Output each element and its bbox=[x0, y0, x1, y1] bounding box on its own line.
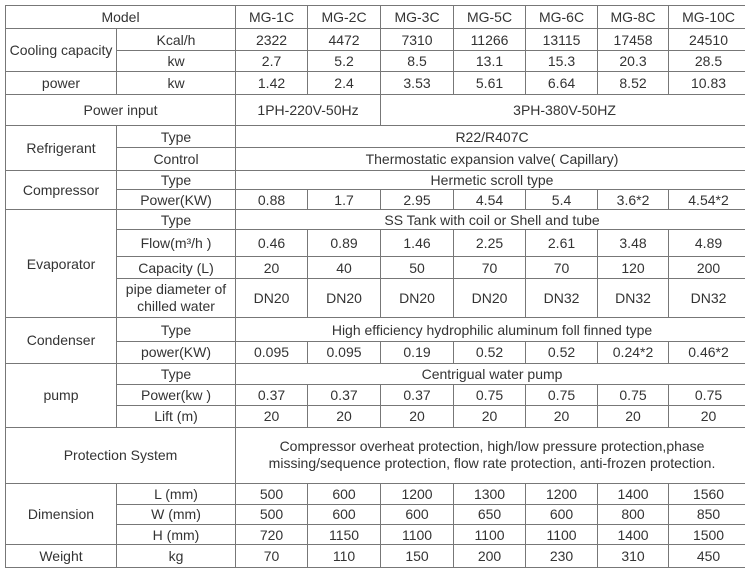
condenser-power-row bbox=[6, 342, 745, 363]
weight-label: Weight bbox=[6, 545, 117, 568]
model-name: MG-1C bbox=[236, 6, 308, 29]
refrigerant-control-row bbox=[6, 148, 745, 170]
cooling-kw-value: 5.2 bbox=[308, 50, 381, 71]
cooling-kcal-row bbox=[6, 29, 745, 50]
weight-value: 70 bbox=[236, 545, 308, 568]
condenser-type-value: High efficiency hydrophilic aluminum foll finned type bbox=[236, 317, 745, 341]
dimension-w-value: 600 bbox=[308, 504, 381, 524]
evaporator-pipe-value: DN20 bbox=[454, 279, 526, 318]
evaporator-pipe-label: pipe diameter of chilled water bbox=[117, 279, 236, 318]
compressor-type-row bbox=[6, 170, 745, 189]
evaporator-pipe-value: DN32 bbox=[598, 279, 669, 318]
pump-lift-value: 20 bbox=[526, 406, 598, 427]
protection-label: Protection System bbox=[6, 427, 236, 484]
power-value: 5.61 bbox=[454, 72, 526, 95]
weight-value: 200 bbox=[454, 545, 526, 568]
pump-lift-value: 20 bbox=[598, 406, 669, 427]
refrigerant-control-value: Thermostatic expansion valve( Capillary) bbox=[236, 148, 745, 170]
pump-lift-value: 20 bbox=[308, 406, 381, 427]
dimension-l-value: 1400 bbox=[598, 484, 669, 504]
evaporator-flow-label: Flow(m³/h ) bbox=[117, 230, 236, 256]
power-value: 3.53 bbox=[381, 72, 454, 95]
condenser-power-label: power(KW) bbox=[117, 342, 236, 363]
evaporator-pipe-value: DN20 bbox=[308, 279, 381, 318]
weight-value: 310 bbox=[598, 545, 669, 568]
cooling-kw-row bbox=[6, 50, 745, 71]
power-input-label: Power input bbox=[6, 95, 236, 125]
spec-table bbox=[5, 5, 745, 568]
compressor-power-value: 2.95 bbox=[381, 189, 454, 209]
evaporator-capacity-value: 50 bbox=[381, 256, 454, 278]
compressor-label: Compressor bbox=[6, 170, 117, 210]
dimension-l-value: 1200 bbox=[381, 484, 454, 504]
evaporator-flow-value: 2.61 bbox=[526, 230, 598, 256]
protection-row bbox=[6, 427, 745, 484]
weight-value: 110 bbox=[308, 545, 381, 568]
dimension-w-label: W (mm) bbox=[117, 504, 236, 524]
compressor-power-value: 4.54*2 bbox=[669, 189, 745, 209]
cooling-kcal-value: 17458 bbox=[598, 29, 669, 50]
dimension-l-value: 600 bbox=[308, 484, 381, 504]
evaporator-capacity-label: Capacity (L) bbox=[117, 256, 236, 278]
weight-value: 150 bbox=[381, 545, 454, 568]
condenser-label: Condenser bbox=[6, 317, 117, 363]
evaporator-capacity-value: 40 bbox=[308, 256, 381, 278]
evaporator-pipe-row bbox=[6, 279, 745, 318]
dimension-h-value: 1100 bbox=[526, 525, 598, 545]
compressor-power-value: 5.4 bbox=[526, 189, 598, 209]
cooling-kw-value: 8.5 bbox=[381, 50, 454, 71]
pump-power-value: 0.37 bbox=[308, 384, 381, 405]
pump-type-label: Type bbox=[117, 363, 236, 384]
power-value: 10.83 bbox=[669, 72, 745, 95]
condenser-power-value: 0.19 bbox=[381, 342, 454, 363]
condenser-power-value: 0.52 bbox=[526, 342, 598, 363]
weight-unit: kg bbox=[117, 545, 236, 568]
pump-lift-value: 20 bbox=[454, 406, 526, 427]
cooling-kcal-value: 13115 bbox=[526, 29, 598, 50]
dimension-l-value: 1300 bbox=[454, 484, 526, 504]
dimension-h-value: 1100 bbox=[381, 525, 454, 545]
cooling-kw-value: 28.5 bbox=[669, 50, 745, 71]
evaporator-capacity-value: 200 bbox=[669, 256, 745, 278]
pump-power-value: 0.75 bbox=[526, 384, 598, 405]
cooling-kw-value: 15.3 bbox=[526, 50, 598, 71]
evaporator-pipe-value: DN20 bbox=[381, 279, 454, 318]
cooling-kcal-value: 24510 bbox=[669, 29, 745, 50]
cooling-kw-value: 20.3 bbox=[598, 50, 669, 71]
power-input-three-phase: 3PH-380V-50HZ bbox=[381, 95, 745, 125]
pump-lift-row bbox=[6, 406, 745, 427]
evaporator-flow-value: 3.48 bbox=[598, 230, 669, 256]
pump-power-label: Power(kw ) bbox=[117, 384, 236, 405]
evaporator-capacity-value: 120 bbox=[598, 256, 669, 278]
compressor-type-label: Type bbox=[117, 170, 236, 189]
power-label: power bbox=[6, 72, 117, 95]
compressor-power-label: Power(KW) bbox=[117, 189, 236, 209]
cooling-capacity-label: Cooling capacity bbox=[6, 29, 117, 72]
evaporator-capacity-value: 70 bbox=[526, 256, 598, 278]
power-input-single-phase: 1PH-220V-50Hz bbox=[236, 95, 381, 125]
condenser-power-value: 0.46*2 bbox=[669, 342, 745, 363]
refrigerant-control-label: Control bbox=[117, 148, 236, 170]
pump-type-row bbox=[6, 363, 745, 384]
evaporator-flow-value: 1.46 bbox=[381, 230, 454, 256]
evaporator-type-value: SS Tank with coil or Shell and tube bbox=[236, 210, 745, 230]
cooling-kw-value: 2.7 bbox=[236, 50, 308, 71]
condenser-type-row bbox=[6, 317, 745, 341]
pump-power-value: 0.37 bbox=[381, 384, 454, 405]
power-row bbox=[6, 72, 745, 95]
protection-value: Compressor overheat protection, high/low pressure protection,phase missing/sequence protection, flow rate protection, anti-frozen protection. bbox=[236, 427, 745, 484]
header-row bbox=[6, 6, 745, 29]
model-header: Model bbox=[6, 6, 236, 29]
compressor-power-value: 4.54 bbox=[454, 189, 526, 209]
pump-lift-value: 20 bbox=[236, 406, 308, 427]
pump-power-value: 0.75 bbox=[669, 384, 745, 405]
evaporator-type-label: Type bbox=[117, 210, 236, 230]
pump-lift-value: 20 bbox=[669, 406, 745, 427]
pump-lift-label: Lift (m) bbox=[117, 406, 236, 427]
power-input-row bbox=[6, 95, 745, 125]
dimension-w-value: 800 bbox=[598, 504, 669, 524]
compressor-power-value: 3.6*2 bbox=[598, 189, 669, 209]
cooling-kcal-value: 11266 bbox=[454, 29, 526, 50]
compressor-power-value: 0.88 bbox=[236, 189, 308, 209]
evaporator-pipe-value: DN32 bbox=[526, 279, 598, 318]
evaporator-flow-value: 0.46 bbox=[236, 230, 308, 256]
evaporator-flow-value: 4.89 bbox=[669, 230, 745, 256]
evaporator-capacity-value: 20 bbox=[236, 256, 308, 278]
cooling-kcal-value: 4472 bbox=[308, 29, 381, 50]
model-name: MG-3C bbox=[381, 6, 454, 29]
dimension-w-value: 500 bbox=[236, 504, 308, 524]
dimension-w-value: 650 bbox=[454, 504, 526, 524]
cooling-kcal-value: 7310 bbox=[381, 29, 454, 50]
cooling-kw-value: 13.1 bbox=[454, 50, 526, 71]
cooling-kw-unit: kw bbox=[117, 50, 236, 71]
pump-power-row bbox=[6, 384, 745, 405]
condenser-power-value: 0.52 bbox=[454, 342, 526, 363]
pump-power-value: 0.37 bbox=[236, 384, 308, 405]
dimension-l-value: 1200 bbox=[526, 484, 598, 504]
evaporator-flow-value: 2.25 bbox=[454, 230, 526, 256]
dimension-w-value: 600 bbox=[381, 504, 454, 524]
power-value: 8.52 bbox=[598, 72, 669, 95]
evaporator-pipe-value: DN20 bbox=[236, 279, 308, 318]
evaporator-flow-value: 0.89 bbox=[308, 230, 381, 256]
dimension-w-value: 600 bbox=[526, 504, 598, 524]
cooling-kcal-unit: Kcal/h bbox=[117, 29, 236, 50]
model-name: MG-10C bbox=[669, 6, 745, 29]
compressor-power-row bbox=[6, 189, 745, 209]
evaporator-type-row bbox=[6, 210, 745, 230]
weight-value: 230 bbox=[526, 545, 598, 568]
dimension-h-value: 1500 bbox=[669, 525, 745, 545]
dimension-w-value: 850 bbox=[669, 504, 745, 524]
model-name: MG-2C bbox=[308, 6, 381, 29]
condenser-power-value: 0.095 bbox=[236, 342, 308, 363]
weight-value: 450 bbox=[669, 545, 745, 568]
weight-row bbox=[6, 545, 745, 568]
pump-lift-value: 20 bbox=[381, 406, 454, 427]
dimension-l-value: 1560 bbox=[669, 484, 745, 504]
refrigerant-type-label: Type bbox=[117, 125, 236, 147]
power-value: 6.64 bbox=[526, 72, 598, 95]
refrigerant-type-value: R22/R407C bbox=[236, 125, 745, 147]
evaporator-flow-row bbox=[6, 230, 745, 256]
dimension-h-label: H (mm) bbox=[117, 525, 236, 545]
power-value: 1.42 bbox=[236, 72, 308, 95]
dimension-l-row bbox=[6, 484, 745, 504]
dimension-h-value: 720 bbox=[236, 525, 308, 545]
condenser-power-value: 0.095 bbox=[308, 342, 381, 363]
compressor-power-value: 1.7 bbox=[308, 189, 381, 209]
dimension-label: Dimension bbox=[6, 484, 117, 545]
evaporator-capacity-row bbox=[6, 256, 745, 278]
dimension-h-row bbox=[6, 525, 745, 545]
condenser-type-label: Type bbox=[117, 317, 236, 341]
pump-type-value: Centrigual water pump bbox=[236, 363, 745, 384]
evaporator-capacity-value: 70 bbox=[454, 256, 526, 278]
dimension-l-value: 500 bbox=[236, 484, 308, 504]
model-name: MG-8C bbox=[598, 6, 669, 29]
pump-label: pump bbox=[6, 363, 117, 427]
pump-power-value: 0.75 bbox=[598, 384, 669, 405]
model-name: MG-5C bbox=[454, 6, 526, 29]
dimension-h-value: 1100 bbox=[454, 525, 526, 545]
evaporator-label: Evaporator bbox=[6, 210, 117, 318]
cooling-kcal-value: 2322 bbox=[236, 29, 308, 50]
pump-power-value: 0.75 bbox=[454, 384, 526, 405]
refrigerant-type-row bbox=[6, 125, 745, 147]
dimension-l-label: L (mm) bbox=[117, 484, 236, 504]
power-value: 2.4 bbox=[308, 72, 381, 95]
evaporator-pipe-value: DN32 bbox=[669, 279, 745, 318]
refrigerant-label: Refrigerant bbox=[6, 125, 117, 170]
dimension-h-value: 1400 bbox=[598, 525, 669, 545]
power-unit: kw bbox=[117, 72, 236, 95]
condenser-power-value: 0.24*2 bbox=[598, 342, 669, 363]
model-name: MG-6C bbox=[526, 6, 598, 29]
compressor-type-value: Hermetic scroll type bbox=[236, 170, 745, 189]
dimension-w-row bbox=[6, 504, 745, 524]
dimension-h-value: 1150 bbox=[308, 525, 381, 545]
